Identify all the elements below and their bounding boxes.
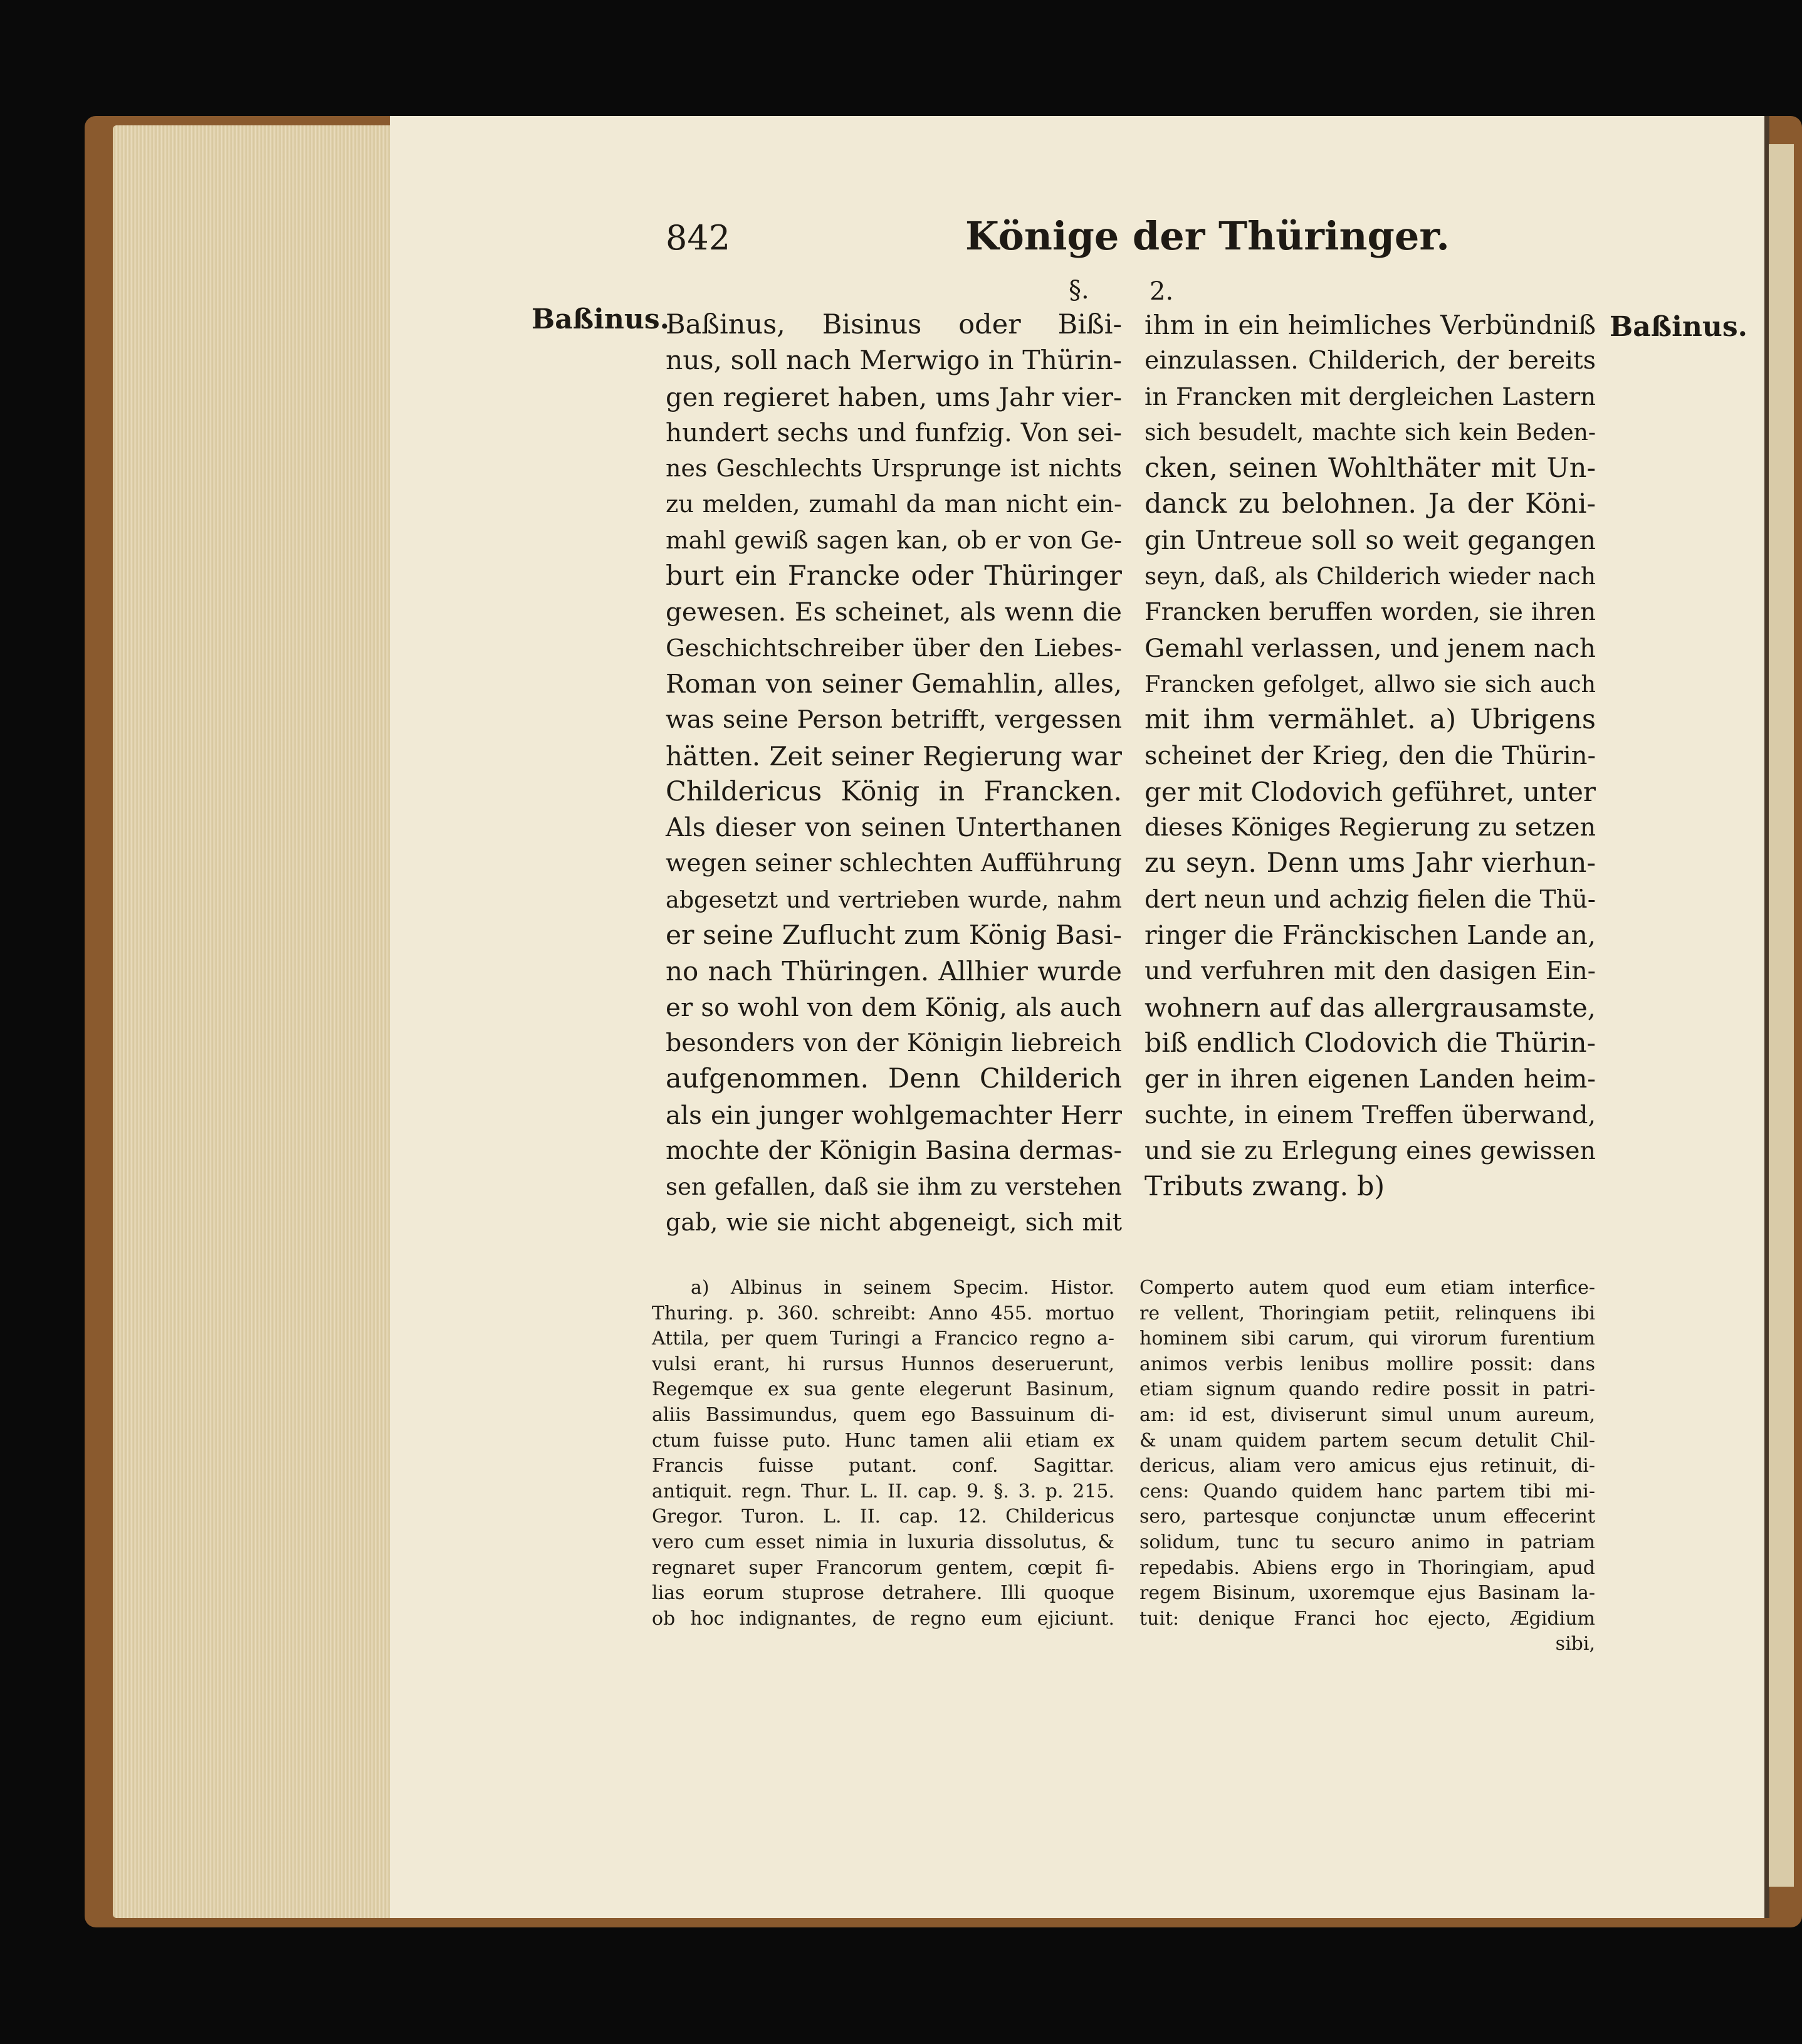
text-line: Francken beruffen worden, sie ihren — [1145, 598, 1596, 627]
text-line: sen gefallen, daß sie ihm zu verstehen — [666, 1173, 1122, 1201]
text-line: und verfuhren mit den dasigen Ein- — [1145, 956, 1596, 986]
footnote-line: ob hoc indignantes, de regno eum ejiciunt. — [652, 1607, 1114, 1630]
text-line: gewesen. Es scheinet, als wenn die — [666, 597, 1122, 627]
text-line: einzulassen. Childerich, der bereits — [1145, 346, 1596, 375]
text-line: gab, wie sie nicht abgeneigt, sich mit — [666, 1208, 1122, 1237]
footnote-line: & unam quidem partem secum detulit Chil- — [1139, 1429, 1595, 1452]
text-line: hätten. Zeit seiner Regierung war — [666, 740, 1122, 772]
text-line: scheinet der Krieg, den die Thürin- — [1145, 741, 1596, 770]
footnote-line: vulsi erant, hi rursus Hunnos deseruerunt, — [652, 1353, 1114, 1375]
text-line: no nach Thüringen. Allhier wurde — [666, 956, 1122, 987]
text-line: ihm in ein heimliches Verbündniß — [1145, 310, 1596, 340]
text-line: zu melden, zumahl da man nicht ein- — [666, 490, 1122, 519]
margin-note-right: Baßinus. — [1610, 311, 1747, 343]
footnote-line: sero, partesque conjunctæ unum effecerint — [1139, 1506, 1595, 1528]
text-line: ger mit Clodovich geführet, unter — [1145, 776, 1596, 807]
text-line: Roman von seiner Gemahlin, alles, — [666, 668, 1122, 699]
footnote-line: hominem sibi carum, qui virorum furentium — [1139, 1328, 1595, 1350]
text-line: gin Untreue soll so weit gegangen — [1145, 525, 1596, 555]
footnote-line: tuit: denique Franci hoc ejecto, Ægidium — [1139, 1607, 1595, 1630]
text-line: Gemahl verlassen, und jenem nach — [1145, 632, 1596, 663]
page-edges — [113, 125, 407, 1918]
footnote-line: regnaret super Francorum gentem, cœpit fi- — [652, 1556, 1114, 1579]
footnote-line: Comperto autem quod eum etiam interfice- — [1139, 1277, 1595, 1299]
text-line: Baßinus, Bisinus oder Bißi- — [666, 309, 1122, 340]
text-line: ringer die Fränckischen Lande an, — [1145, 920, 1596, 951]
footnote-right-column — [1139, 1276, 1595, 1657]
text-line: in Francken mit dergleichen Lastern — [1145, 382, 1596, 411]
text-line: Francken gefolget, allwo sie sich auch — [1145, 670, 1596, 698]
footnote-line: vero cum esset nimia in luxuria dissolutus, & — [652, 1531, 1114, 1553]
footnote-line: Thuring. p. 360. schreibt: Anno 455. mortuo — [652, 1302, 1114, 1324]
text-line: aufgenommen. Denn Childerich — [666, 1063, 1122, 1095]
text-line: danck zu belohnen. Ja der Köni- — [1145, 488, 1596, 520]
footnote-line: aliis Bassimundus, quem ego Bassuinum di- — [652, 1403, 1114, 1426]
text-line: cken, seinen Wohlthäter mit Un- — [1145, 453, 1596, 485]
footnote-line: Francis fuisse putant. conf. Sagittar. — [652, 1455, 1114, 1477]
text-line: burt ein Francke oder Thüringer — [666, 560, 1122, 592]
text-line: mit ihm vermählet. a) Ubrigens — [1145, 704, 1596, 736]
page-number: 842 — [666, 218, 731, 258]
text-line: als ein junger wohlgemachter Herr — [666, 1099, 1122, 1130]
section-mark-left: §. — [1069, 276, 1089, 305]
text-line: nus, soll nach Merwigo in Thürin- — [666, 345, 1122, 377]
footnote-line: repedabis. Abiens ergo in Thoringiam, apud — [1139, 1556, 1595, 1579]
footnote-line: cens: Quando quidem hanc partem tibi mi- — [1139, 1480, 1595, 1502]
text-line: was seine Person betrifft, vergessen — [666, 705, 1122, 735]
footnote-line: antiquit. regn. Thur. L. II. cap. 9. §. 3. p. 215. — [652, 1480, 1114, 1502]
footnote-line: etiam signum quando redire possit in patri- — [1139, 1378, 1595, 1401]
text-line: sich besudelt, machte sich kein Beden- — [1145, 419, 1596, 446]
footnote-line: a) Albinus in seinem Specim. Histor. — [691, 1277, 1114, 1299]
facing-page-edge — [1769, 144, 1794, 1887]
text-line: seyn, daß, als Childerich wieder nach — [1145, 562, 1596, 590]
text-line: Tributs zwang. b) — [1145, 1171, 1385, 1203]
footnote-line: Gregor. Turon. L. II. cap. 12. Childericus — [652, 1506, 1114, 1528]
main-text-right-column — [1145, 307, 1596, 1205]
text-line: nes Geschlechts Ursprunge ist nichts — [666, 454, 1122, 483]
text-line: mochte der Königin Basina dermas- — [666, 1136, 1122, 1165]
footnote-line: am: id est, diviserunt simul unum aureum, — [1139, 1403, 1595, 1426]
footnote-line: re vellent, Thoringiam petiit, relinquens ibi — [1139, 1302, 1595, 1324]
text-line: zu seyn. Denn ums Jahr vierhun- — [1145, 847, 1596, 879]
text-line: biß endlich Clodovich die Thürin- — [1145, 1027, 1596, 1059]
catchword: sibi, — [1555, 1633, 1595, 1655]
margin-note-left: Baßinus. — [532, 303, 669, 335]
text-line: er so wohl von dem König, als auch — [666, 992, 1122, 1022]
text-line: Childericus König in Francken. — [666, 775, 1122, 807]
running-title: Könige der Thüringer. — [965, 213, 1450, 259]
footnote-line: solidum, tunc tu securo animo in patriam — [1139, 1531, 1595, 1553]
footnote-line: animos verbis lenibus mollire possit: dans — [1139, 1353, 1595, 1375]
text-line: suchte, in einem Treffen überwand, — [1145, 1100, 1596, 1129]
footnote-line: dericus, aliam vero amicus ejus retinuit, di- — [1139, 1455, 1595, 1477]
text-line: gen regieret haben, ums Jahr vier- — [666, 381, 1122, 412]
text-line: mahl gewiß sagen kan, ob er von Ge- — [666, 526, 1122, 555]
text-line: Geschichtschreiber über den Liebes- — [666, 634, 1122, 663]
section-mark-right: 2. — [1150, 277, 1174, 306]
text-line: dert neun und achzig fielen die Thü- — [1145, 885, 1596, 914]
text-line: und sie zu Erlegung eines gewissen — [1145, 1136, 1596, 1165]
footnote-line: Attila, per quem Turingi a Francico regno a- — [652, 1328, 1114, 1350]
text-line: hundert sechs und funfzig. Von sei- — [666, 417, 1122, 448]
footnote-line: lias eorum stuprose detrahere. Illi quoque — [652, 1582, 1114, 1605]
footnote-line: ctum fuisse puto. Hunc tamen alii etiam ex — [652, 1429, 1114, 1452]
text-line: dieses Königes Regierung zu setzen — [1145, 813, 1596, 842]
text-line: er seine Zuflucht zum König Basi- — [666, 920, 1122, 951]
text-line: wohnern auf das allergrausamste, — [1145, 992, 1596, 1023]
footnote-left-column — [652, 1276, 1114, 1632]
footnote-line: Regemque ex sua gente elegerunt Basinum, — [652, 1378, 1114, 1401]
text-line: ger in ihren eigenen Landen heim- — [1145, 1064, 1596, 1094]
text-line: abgesetzt und vertrieben wurde, nahm — [666, 886, 1122, 913]
text-line: wegen seiner schlechten Aufführung — [666, 849, 1122, 878]
footnote-line: regem Bisinum, uxoremque ejus Basinam la- — [1139, 1582, 1595, 1605]
main-text-left-column — [666, 307, 1122, 1241]
text-line: Als dieser von seinen Unterthanen — [666, 812, 1122, 843]
text-line: besonders von der Königin liebreich — [666, 1028, 1122, 1057]
